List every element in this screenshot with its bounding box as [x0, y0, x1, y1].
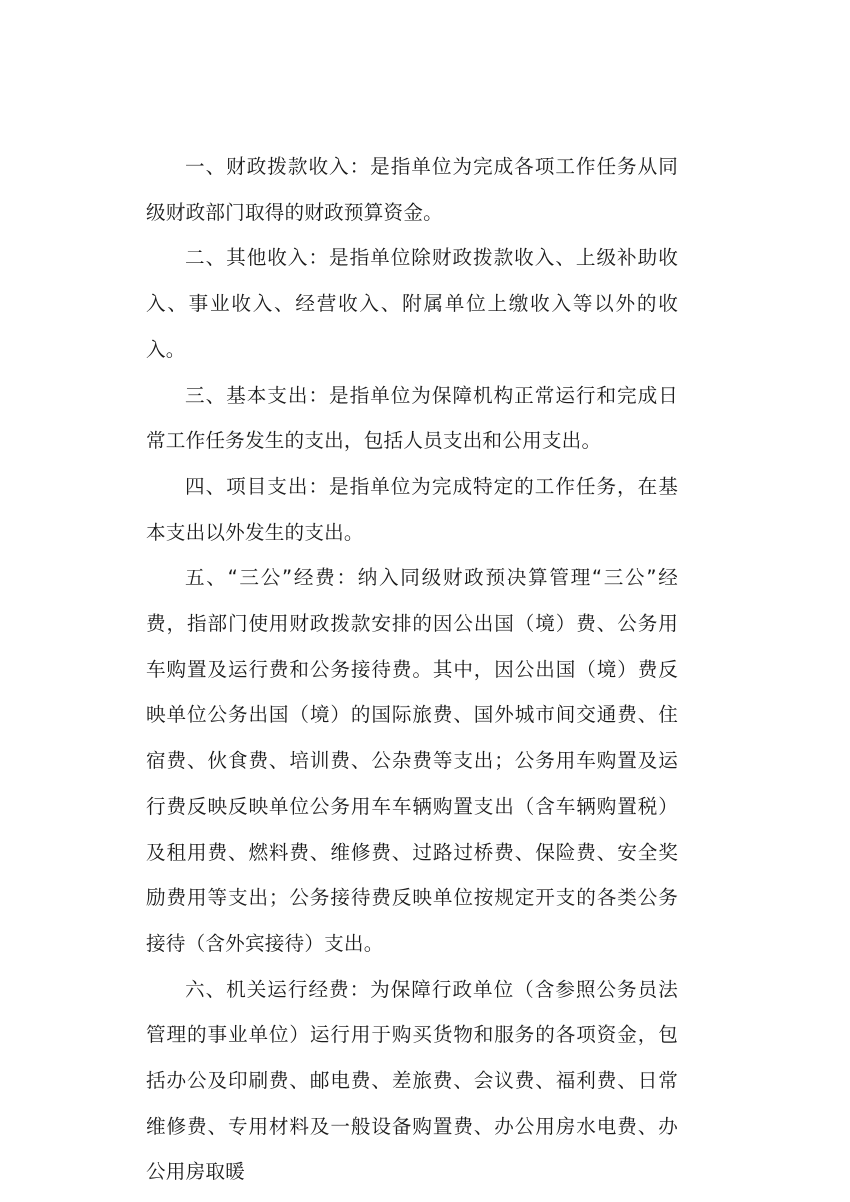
paragraph-fiscal-appropriation-income: 一、财政拨款收入：是指单位为完成各项工作任务从同级财政部门取得的财政预算资金。: [146, 155, 678, 224]
paragraph-project-expenditure: 四、项目支出：是指单位为完成特定的工作任务，在基本支出以外发生的支出。: [146, 474, 678, 544]
paragraph-basic-expenditure: 三、基本支出：是指单位为保障机构正常运行和完成日常工作任务发生的支出，包括人员支出和公用支出。: [146, 383, 678, 453]
document-body: [146, 144, 678, 1195]
paragraph-three-public-expenses: 五、“三公”经费：纳入同级财政预决算管理“三公”经费，指部门使用财政拨款安排的因公出国（境）费、公务用车购置及运行费和公务接待费。其中，因公出国（境）费反映单位公务出国（境）的国际旅费、国外城市间交通费、住宿费、伙食费、培训费、公杂费等支出；公务用车购置及运行费反映反映单位公务用车车辆购置支出（含车辆购置税）及租用费、燃料费、维修费、过路过桥费、保险费、安全奖励费用等支出；公务接待费反映单位按规定开支的各类公务接待（含外宾接待）支出。: [146, 566, 678, 955]
paragraph-agency-operating-expenses: 六、机关运行经费：为保障行政单位（含参照公务员法管理的事业单位）运行用于购买货物和服务的各项资金，包括办公及印刷费、邮电费、差旅费、会议费、福利费、日常维修费、专用材料及一般设备购置费、办公用房水电费、办公用房取暖: [146, 977, 678, 1184]
paragraph-other-income: 二、其他收入：是指单位除财政拨款收入、上级补助收入、事业收入、经营收入、附属单位上缴收入等以外的收入。: [146, 246, 678, 361]
